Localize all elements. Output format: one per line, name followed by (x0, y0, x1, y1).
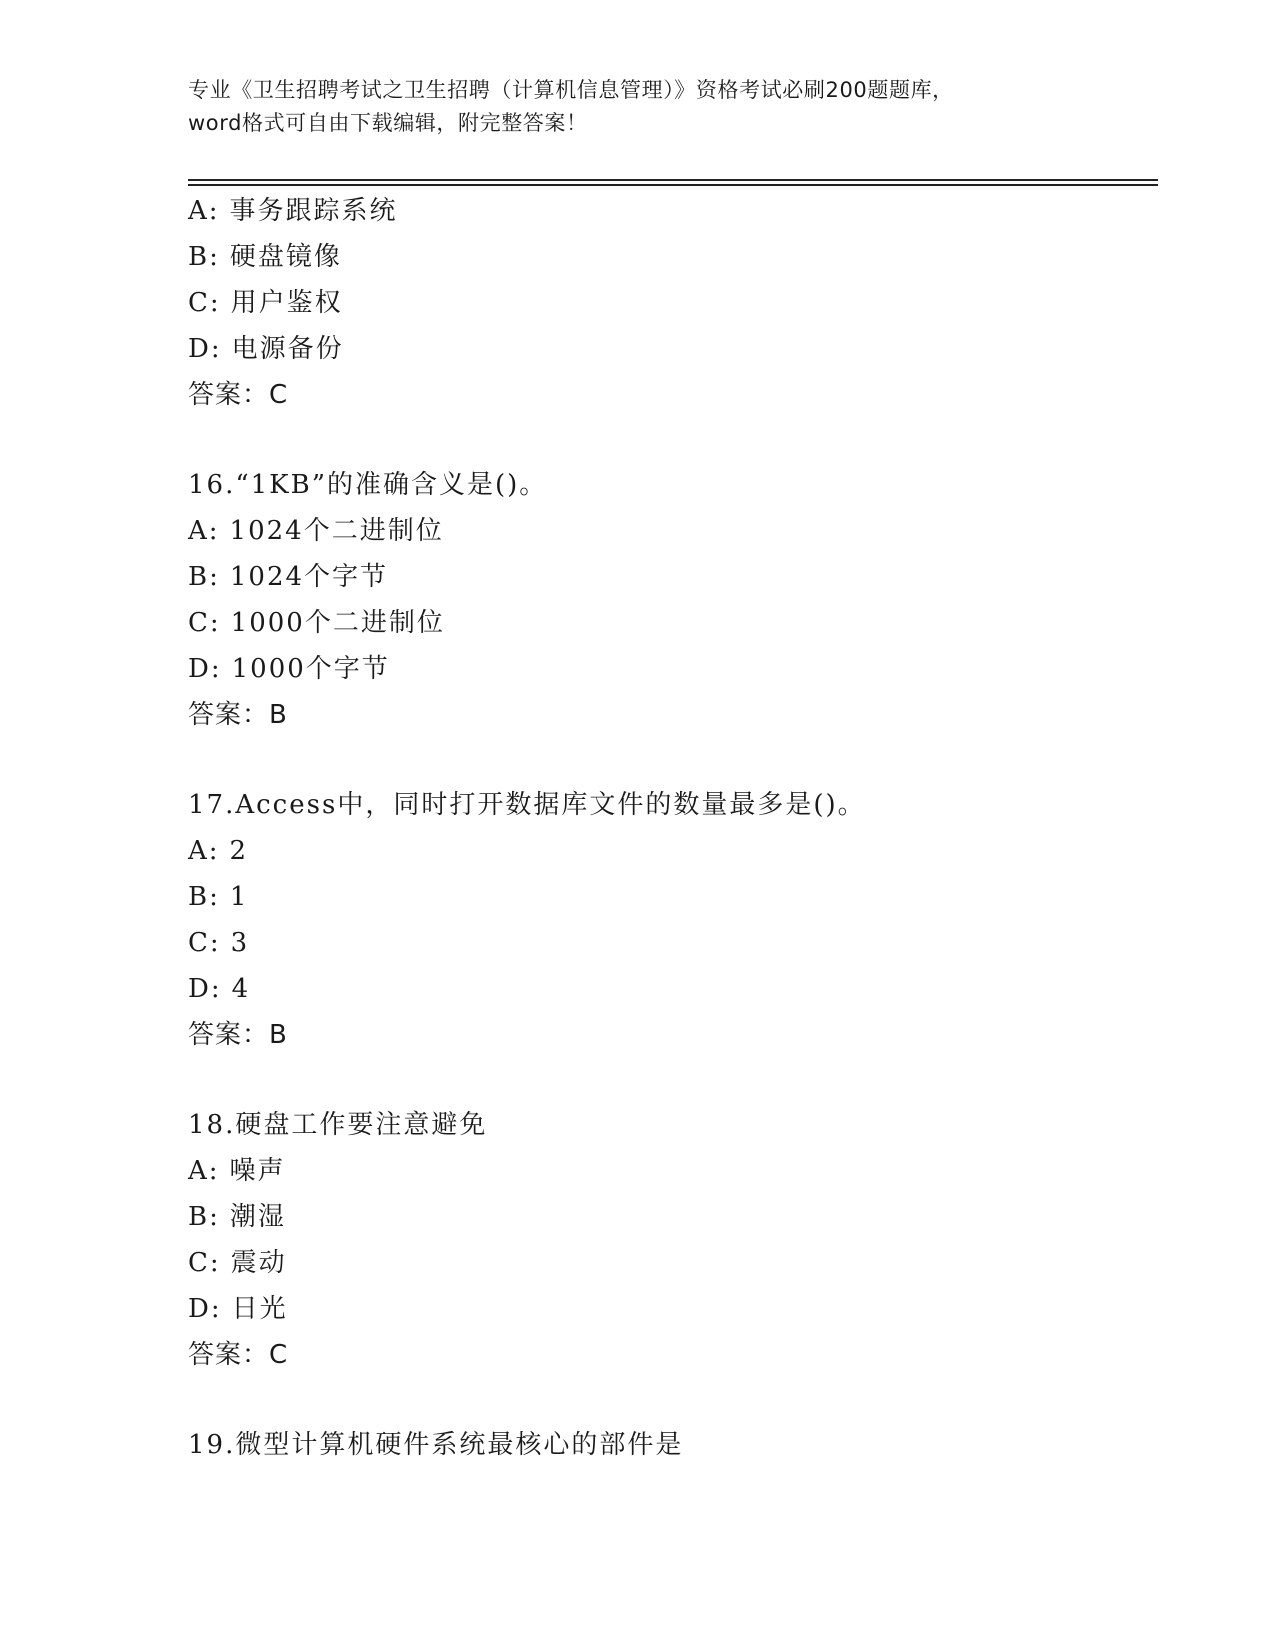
option-letter: C: (188, 288, 221, 318)
option-text: 2 (229, 836, 249, 866)
document-header (188, 74, 1088, 140)
option-letter: C: (188, 1248, 221, 1278)
option-text: 1000个字节 (231, 654, 390, 684)
question-block (188, 188, 1158, 418)
option-row-d (188, 646, 1158, 692)
option-row-d (188, 326, 1158, 372)
option-letter: B: (188, 562, 220, 592)
spacer (188, 418, 1158, 462)
option-text: 1000个二进制位 (230, 608, 445, 638)
answer-line: 答案：B (188, 700, 288, 730)
option-row-b (188, 554, 1158, 600)
option-letter: B: (188, 882, 220, 912)
option-row-a (188, 188, 1158, 234)
option-row-c (188, 600, 1158, 646)
question-block (188, 782, 1158, 1058)
option-row-b (188, 234, 1158, 280)
answer-line: 答案：B (188, 1020, 288, 1050)
option-text: 1 (229, 882, 249, 912)
question-block (188, 1102, 1158, 1378)
question-text: 16.“1KB”的准确含义是()。 (188, 470, 548, 500)
option-row-c (188, 1240, 1158, 1286)
option-text: 电源备份 (231, 334, 344, 364)
option-row-b (188, 1194, 1158, 1240)
option-text: 日光 (231, 1294, 288, 1324)
option-letter: D: (188, 654, 222, 684)
question-block (188, 462, 1158, 738)
option-letter: B: (188, 1202, 220, 1232)
option-row-d (188, 966, 1158, 1012)
option-text: 用户鉴权 (230, 288, 343, 318)
spacer (188, 1378, 1158, 1422)
option-row-c (188, 280, 1158, 326)
option-row-a (188, 828, 1158, 874)
option-text: 震动 (230, 1248, 287, 1278)
question-text: 17.Access中，同时打开数据库文件的数量最多是()。 (188, 790, 866, 820)
option-row-c (188, 920, 1158, 966)
option-text: 事务跟踪系统 (229, 196, 398, 226)
option-text: 1024个二进制位 (229, 516, 444, 546)
question-list (188, 188, 1158, 1468)
answer-line: 答案：C (188, 1340, 289, 1370)
option-text: 噪声 (229, 1156, 286, 1186)
option-text: 潮湿 (229, 1202, 286, 1232)
option-letter: A: (188, 836, 220, 866)
option-letter: D: (188, 974, 222, 1004)
option-letter: C: (188, 608, 221, 638)
option-letter: A: (188, 196, 220, 226)
header-line-2: word格式可自由下载编辑，附完整答案！ (188, 111, 588, 135)
question-block (188, 1422, 1158, 1468)
option-text: 硬盘镜像 (229, 242, 342, 272)
header-divider-top (188, 179, 1158, 181)
option-row-d (188, 1286, 1158, 1332)
option-row-a (188, 508, 1158, 554)
option-row-b (188, 874, 1158, 920)
option-letter: A: (188, 516, 220, 546)
option-text: 3 (230, 928, 250, 958)
spacer (188, 1058, 1158, 1102)
option-letter: C: (188, 928, 221, 958)
option-letter: D: (188, 1294, 222, 1324)
option-letter: D: (188, 334, 222, 364)
option-text: 4 (231, 974, 251, 1004)
question-text: 18.硬盘工作要注意避免 (188, 1110, 488, 1140)
answer-line: 答案：C (188, 380, 289, 410)
question-text: 19.微型计算机硬件系统最核心的部件是 (188, 1430, 684, 1460)
header-divider-bottom (188, 184, 1158, 186)
option-letter: B: (188, 242, 220, 272)
header-line-1: 专业《卫生招聘考试之卫生招聘（计算机信息管理）》资格考试必刷200题题库， (188, 78, 954, 102)
option-text: 1024个字节 (229, 562, 389, 592)
option-letter: A: (188, 1156, 220, 1186)
option-row-a (188, 1148, 1158, 1194)
spacer (188, 738, 1158, 782)
